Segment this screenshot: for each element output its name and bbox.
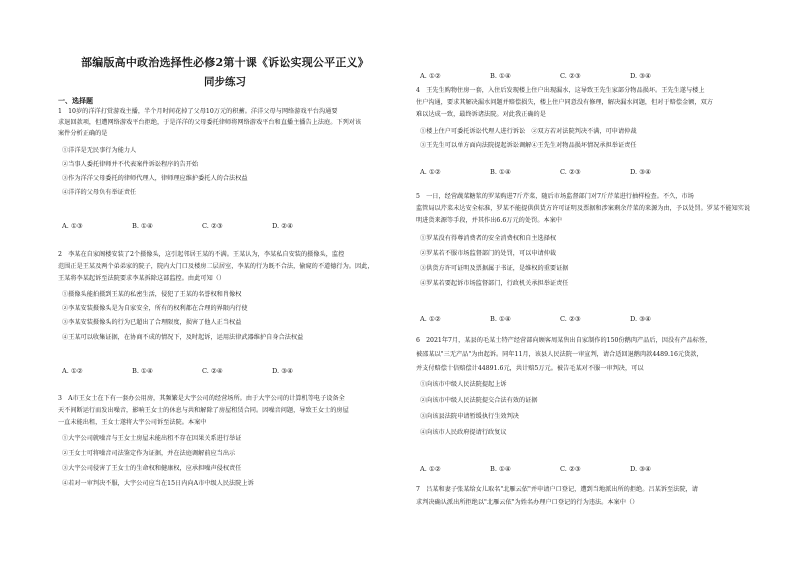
- q5-option-d[interactable]: D. ③④: [630, 315, 652, 323]
- q3-option-c[interactable]: C. ②③: [560, 72, 581, 80]
- q3-option-b[interactable]: B. ①④: [490, 72, 511, 80]
- q4-options: [420, 168, 700, 176]
- q3-option-a[interactable]: A. ①②: [420, 72, 441, 80]
- q4-line: 难以达成一致，最终诉诸法院。对此我正确的是: [416, 111, 546, 118]
- q1-line: 求退回款项，但遭网络游戏平台拒绝，于是洋洋的父母委托律师将网络游戏平台和直播主播告上法庭。下列对该: [58, 119, 362, 126]
- q1-item: ②当事人委托律师并不代表案件诉讼程序的告开始: [62, 161, 199, 168]
- q5-option-a[interactable]: A. ①②: [420, 315, 441, 323]
- q6-item: ③向该县法院申请暂缓执行生效判决: [420, 413, 519, 420]
- q2-line: 2 李某在自家阁楼安装了2个摄像头，这引起邻居王某的不满。王某认为，李某私自安装的摄像头，监控: [58, 251, 345, 258]
- q3-option-d[interactable]: D. ③④: [630, 72, 652, 80]
- q5-line: 明进货来源等手段，并其作出6.6万元的处罚。本案中: [416, 217, 562, 224]
- q7-line: 求判决确认派出所拒绝以"北雁云依"为姓名办理户口登记的行为违法。本案中（）: [416, 499, 639, 506]
- q5-options: [420, 315, 700, 323]
- q1-item: ④洋洋的父母负有举证责任: [62, 189, 137, 196]
- q2-option-d[interactable]: D. ③④: [272, 367, 294, 375]
- q4-option-c[interactable]: C. ②③: [560, 168, 581, 176]
- q3-item: ③大宇公司侵害了王女士的生命权和健康权，应承担噪声侵权责任: [62, 465, 242, 472]
- q4-item: ①楼上住户可委托诉讼代理人进行诉讼 ②双方若对法院判决不满，可申请仲裁: [420, 128, 637, 135]
- q4-option-d[interactable]: D. ③④: [630, 168, 652, 176]
- q6-item: ②向该市中级人民法院提交合法有效的证据: [420, 397, 538, 404]
- q4-option-a[interactable]: A. ①②: [420, 168, 441, 176]
- q6-line: 被邵某以"三无产品"为由起诉。同年11月，该县人民法院一审宣判，请合适回退鹅肉款4489.16元货款，: [416, 351, 703, 358]
- q2-options: [62, 367, 342, 375]
- q2-item: ④王某可以收集证据，在协商不成的情况下，及时起诉，运用法律武器维护自身合法权益: [62, 334, 304, 341]
- q3-line: 一直未能出租，王女士遂将大宇公司诉至法院。本案中: [58, 419, 207, 426]
- q3-options: [420, 72, 700, 80]
- q5-line: 监管局以芹菜未达安全标准，罗某不能提供供货方许可证明及票据和涉案剩余芹菜的来源为由，予以处罚。罗某不能知实说: [416, 205, 751, 212]
- page-subtitle: 同步练习: [204, 76, 246, 88]
- q2-item: ③李某安装摄像头的行为已超出了合理限度，损害了他人正当权益: [62, 319, 242, 326]
- q5-item: ④罗某若要起诉市场监督部门，行政机关承担举证责任: [420, 280, 569, 287]
- q1-option-a[interactable]: A. ①③: [62, 222, 83, 230]
- q1-line: 1 10岁的洋洋打赏游戏主播，半个月时间花掉了父母10万元的积蓄。洋洋父母与网络游戏平台沟通要: [58, 108, 338, 115]
- q5-option-b[interactable]: B. ①④: [490, 315, 511, 323]
- q5-item: ①罗某没有得尊消费者的安全消费权和自主选择权: [420, 235, 557, 242]
- q2-line: 范围正是王某及两个弟弟家的院子，院内大门口及楼房二层居室，李某的行为既不合法，偷窥的不道德行为。因此，: [58, 263, 374, 270]
- q6-line: 并支付赔偿十倍赔偿计44891.6元，共计赔5万元。被告毛某对不服一审判决，可以: [416, 365, 644, 372]
- q6-line: 6 2021年7月，某县的毛某土特产经营部向顾客周某售出自家制作的150份鹅肉产品后，因没有产品标签，: [416, 337, 712, 344]
- q5-item: ②罗某若不服市场监督部门的处罚，可以申请仲裁: [420, 250, 557, 257]
- q4-line: 住户沟通，要求其解决漏水问题并赔偿损失，楼上住户同意没有修理，解决漏水问题，但对于赔偿金额，双方: [416, 99, 713, 106]
- section-heading: 一、选择题: [58, 96, 93, 105]
- q1-option-c[interactable]: C. ②③: [202, 222, 223, 230]
- q5-option-c[interactable]: C. ②③: [560, 315, 581, 323]
- q6-option-b[interactable]: B. ①④: [490, 465, 511, 473]
- q7-line: 7 吕某和妻子张某给女儿取名"北雁云依"并申请户口登记，遭到当地派出所的拒绝。吕某诉至法院，请: [416, 486, 698, 493]
- q2-option-c[interactable]: C. ②④: [202, 367, 223, 375]
- q2-option-a[interactable]: A. ①②: [62, 367, 83, 375]
- q2-item: ②李某安装摄像头是为自家安全，所有的权利都在合理的界限内行使: [62, 305, 248, 312]
- q5-item: ③供货方许可证明及票据属于书证，是维权的重要证据: [420, 265, 569, 272]
- q1-line: 案件分析正确的是: [58, 130, 108, 137]
- q5-line: 5 一日，经营蔬菜糖浆的罗某购进7斤芹菜，随后市场监督部门对7斤芹菜进行抽样检查。不久，市场: [416, 193, 694, 200]
- q6-option-a[interactable]: A. ①②: [420, 465, 441, 473]
- q6-option-d[interactable]: D. ③④: [630, 465, 652, 473]
- q6-options: [420, 465, 700, 473]
- q1-option-b[interactable]: B. ①④: [132, 222, 153, 230]
- q4-item: ③王先生可以单方面向法院提起诉讼调解④王先生对物品损坏情况承担举证责任: [420, 142, 637, 149]
- q4-line: 4 王先生购物住房一套，入住后发现楼上住户出现漏水，这导致王先生家部分物品损坏。王先生遂与楼上: [416, 87, 705, 94]
- q1-option-d[interactable]: D. ②④: [272, 222, 294, 230]
- q6-option-c[interactable]: C. ②③: [560, 465, 581, 473]
- q3-item: ②王女士可将噪音司法鉴定作为证据，并在法庭调解前应当出示: [62, 450, 236, 457]
- q2-line: 王某将李某起诉至法院要求李某拆除这部监控。由此可知（）: [58, 275, 226, 282]
- q3-line: 天不间断运行而发出噪音，影响王女士的休息与共和解除了房屋租赁合同。因噪音问题，导致王女士的房屋: [58, 407, 349, 414]
- q3-item: ④若对一审判决不服，大宇公司应当在15日内向A市中级人民法院上诉: [62, 480, 254, 487]
- q6-item: ④向该市人民政府提请行政复议: [420, 429, 507, 436]
- q6-item: ①向该市中级人民法院提起上诉: [420, 381, 507, 388]
- q2-item: ①摄像头能拍摄到王某的私密生活，侵犯了王某的名誉权和肖像权: [62, 291, 242, 298]
- q1-item: ①洋洋是无民事行为能力人: [62, 147, 137, 154]
- q4-option-b[interactable]: B. ①④: [490, 168, 511, 176]
- q3-item: ①大宇公司就噪音与王女士房屋未能出租不存在因果关系进行举证: [62, 435, 242, 442]
- q3-line: 3 A市王女士在下有一套办公用房，其频繁是大宇公司的经营场所。由于大宇公司的计算机等电子设备全: [58, 395, 345, 402]
- q2-option-b[interactable]: B. ①④: [132, 367, 153, 375]
- q1-options: [62, 222, 342, 230]
- q1-item: ③作为洋洋父母委托的律师代理人，律师理应维护委托人的合法权益: [62, 175, 248, 182]
- page-title: 部编版高中政治选择性必修2第十课《诉讼实现公平正义》: [81, 56, 369, 69]
